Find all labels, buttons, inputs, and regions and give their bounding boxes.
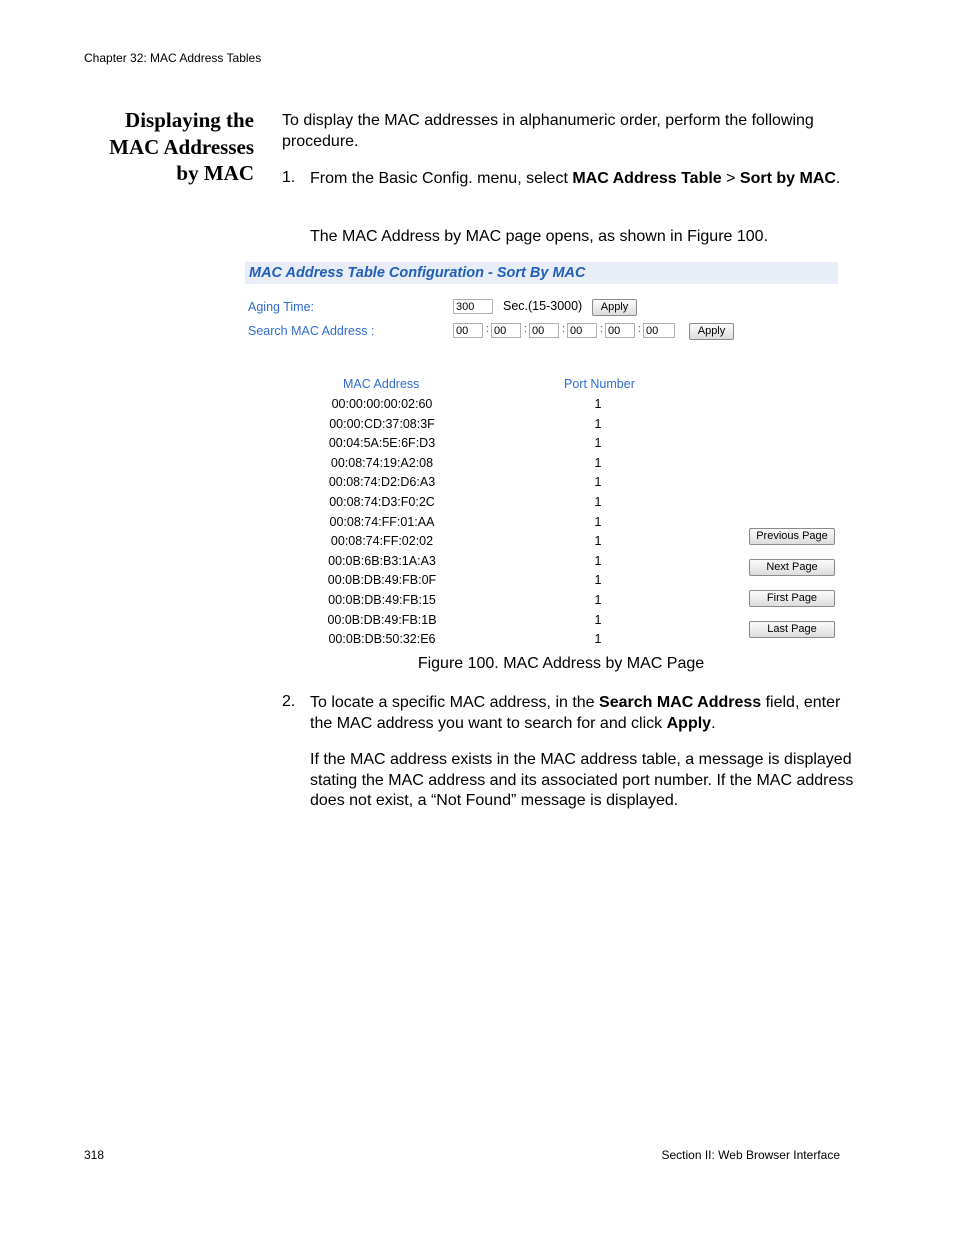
step-2-text-b: field, enter the MAC address you want to search for and click [310,694,841,732]
aging-time-label: Aging Time: [248,300,315,314]
mac-cell: 00:00:CD:37:08:3F [329,416,435,431]
port-cell: 1 [594,455,602,470]
step-1-text-b: > [721,170,740,187]
chapter-header: Chapter 32: MAC Address Tables [84,51,262,65]
section-heading [54,107,254,187]
port-cell: 1 [594,553,602,568]
section-footer: Section II: Web Browser Interface [661,1148,840,1162]
search-mac-octet-1[interactable]: 00 [453,323,483,338]
mac-cell: 00:08:74:D3:F0:2C [329,495,435,509]
octet-separator: : [524,323,528,335]
figure-caption: Figure 100. MAC Address by MAC Page [417,655,705,672]
mac-cell: 00:0B:DB:49:FB:0F [327,573,437,588]
aging-time-input[interactable]: 300 [453,299,493,314]
search-mac-octet-4[interactable]: 00 [567,323,597,338]
mac-cell: 00:08:74:FF:02:02 [330,534,434,549]
port-cell: 1 [594,416,602,431]
page-number: 318 [84,1148,105,1162]
aging-apply-button[interactable]: Apply [592,299,637,316]
heading-line-1: Displaying the [125,108,254,132]
mac-cell: 00:04:5A:5E:6F:D3 [328,436,436,451]
step-1-menu-name: MAC Address Table [572,170,722,187]
last-page-button[interactable]: Last Page [749,621,835,638]
port-cell: 1 [594,534,602,549]
step-2-number: 2. [282,693,296,710]
octet-separator: : [638,323,642,335]
mac-cell: 00:0B:DB:50:32:E6 [328,632,436,647]
step-2-field-name: Search MAC Address [599,694,762,711]
next-page-button[interactable]: Next Page [749,559,835,576]
octet-separator: : [600,323,604,335]
port-cell: 1 [594,593,602,607]
step-1-text-c: . [835,170,841,187]
mac-cell: 00:00:00:00:02:60 [331,397,433,411]
mac-cell: 00:08:74:19:A2:08 [330,455,434,470]
search-mac-octet-6[interactable]: 00 [643,323,675,338]
search-mac-octet-5[interactable]: 00 [605,323,635,338]
step-1-number: 1. [282,169,296,186]
mac-cell: 00:08:74:FF:01:AA [329,514,435,529]
search-mac-label: Search MAC Address : [248,324,375,338]
step-1-note: The MAC Address by MAC page opens, as shown in Figure 100. [310,228,769,245]
port-cell: 1 [594,632,602,647]
octet-separator: : [562,323,566,335]
search-mac-octet-2[interactable]: 00 [491,323,521,338]
step-2-text [310,693,850,734]
mac-address-column-header: MAC Address [343,377,420,391]
mac-cell: 00:0B:DB:49:FB:15 [328,593,436,607]
search-mac-octet-3[interactable]: 00 [529,323,559,338]
mac-cell: 00:0B:DB:49:FB:1B [327,612,437,627]
step-2-text-a: To locate a specific MAC address, in the [310,694,600,711]
step-2-text-c: . [711,714,716,732]
figure-title: MAC Address Table Configuration - Sort By MAC [249,265,586,281]
port-cell: 1 [594,397,602,411]
step-2-note: If the MAC address exists in the MAC address table, a message is displayed stating the MAC address and its associated port number. If the MAC address does not exist, a “Not Found” message is displayed. [310,751,854,809]
search-apply-button[interactable]: Apply [689,323,734,340]
port-cell: 1 [594,612,602,627]
port-number-column-header: Port Number [564,377,635,391]
port-cell: 1 [594,436,602,451]
first-page-button[interactable]: First Page [749,590,835,607]
intro-paragraph: To display the MAC addresses in alphanumeric order, perform the following procedure. [282,112,814,150]
mac-cell: 00:0B:6B:B3:1A:A3 [328,553,436,568]
mac-cell: 00:08:74:D2:D6:A3 [328,475,436,490]
step-1-text [310,169,850,190]
port-cell: 1 [594,495,602,509]
port-cell: 1 [594,573,602,588]
heading-line-3: by MAC [176,161,254,185]
port-cell: 1 [594,475,602,490]
step-2-button-name: Apply [666,714,712,732]
heading-line-2: MAC Addresses [109,134,254,159]
previous-page-button[interactable]: Previous Page [749,528,835,545]
step-1-text-a: From the Basic Config. menu, select [310,170,573,187]
aging-range-label: Sec.(15-3000) [503,299,583,313]
step-1-submenu-name: Sort by MAC [739,170,836,187]
figure-caption-row [0,655,954,673]
octet-separator: : [486,323,490,335]
port-cell: 1 [594,514,602,529]
